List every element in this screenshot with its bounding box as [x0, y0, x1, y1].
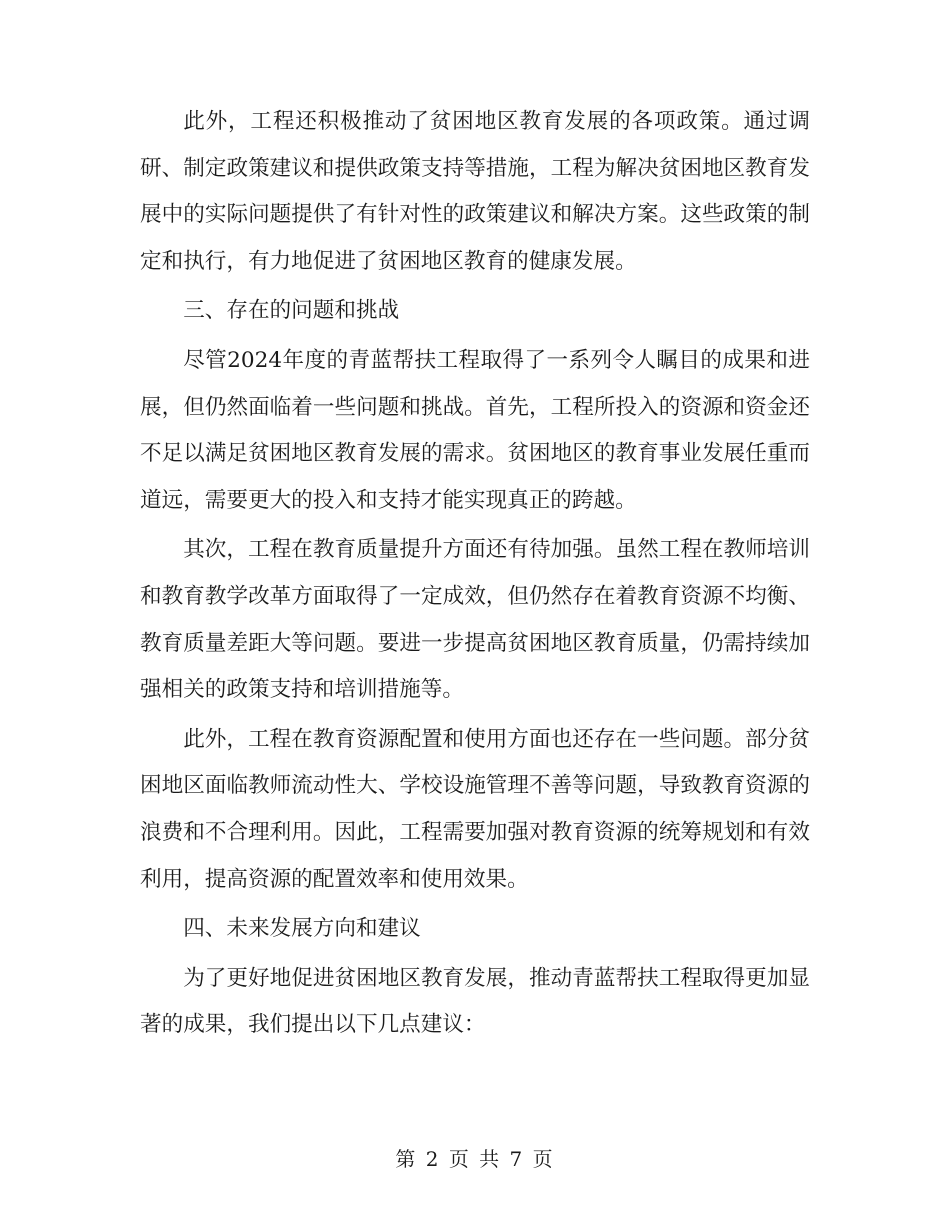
paragraph-policy-promotion: 此外，工程还积极推动了贫困地区教育发展的各项政策。通过调研、制定政策建议和提供政策支持等措施，工程为解决贫困地区教育发展中的实际问题提供了有针对性的政策建议和解决方案。这些政策的制定和执行，有力地促进了贫困地区教育的健康发展。	[140, 109, 810, 274]
page-number-footer: 第 2 页 共 7 页	[395, 1147, 555, 1171]
paragraph-resource-shortage: 尽管2024年度的青蓝帮扶工程取得了一系列令人瞩目的成果和进展，但仍然面临着一些问题和挑战。首先，工程所投入的资源和资金还不足以满足贫困地区教育发展的需求。贫困地区的教育事业发展任重而道远，需要更大的投入和支持才能实现真正的跨越。	[140, 347, 810, 513]
section-heading-future: 四、未来发展方向和建议	[183, 916, 421, 942]
section-heading-problems: 三、存在的问题和挑战	[183, 298, 400, 324]
paragraph-resource-allocation: 此外，工程在教育资源配置和使用方面也还存在一些问题。部分贫困地区面临教师流动性大、学校设施管理不善等问题，导致教育资源的浪费和不合理利用。因此，工程需要加强对教育资源的统筹规划和有效利用，提高资源的配置效率和使用效果。	[140, 726, 810, 892]
paragraph-quality-improvement: 其次，工程在教育质量提升方面还有待加强。虽然工程在教师培训和教育教学改革方面取得了一定成效，但仍然存在着教育资源不均衡、教育质量差距大等问题。要进一步提高贫困地区教育质量，仍需持续加强相关的政策支持和培训措施等。	[140, 537, 810, 703]
paragraph-suggestions-intro: 为了更好地促进贫困地区教育发展，推动青蓝帮扶工程取得更加显著的成果，我们提出以下几点建议：	[140, 965, 810, 1038]
page-body	[140, 99, 810, 1052]
